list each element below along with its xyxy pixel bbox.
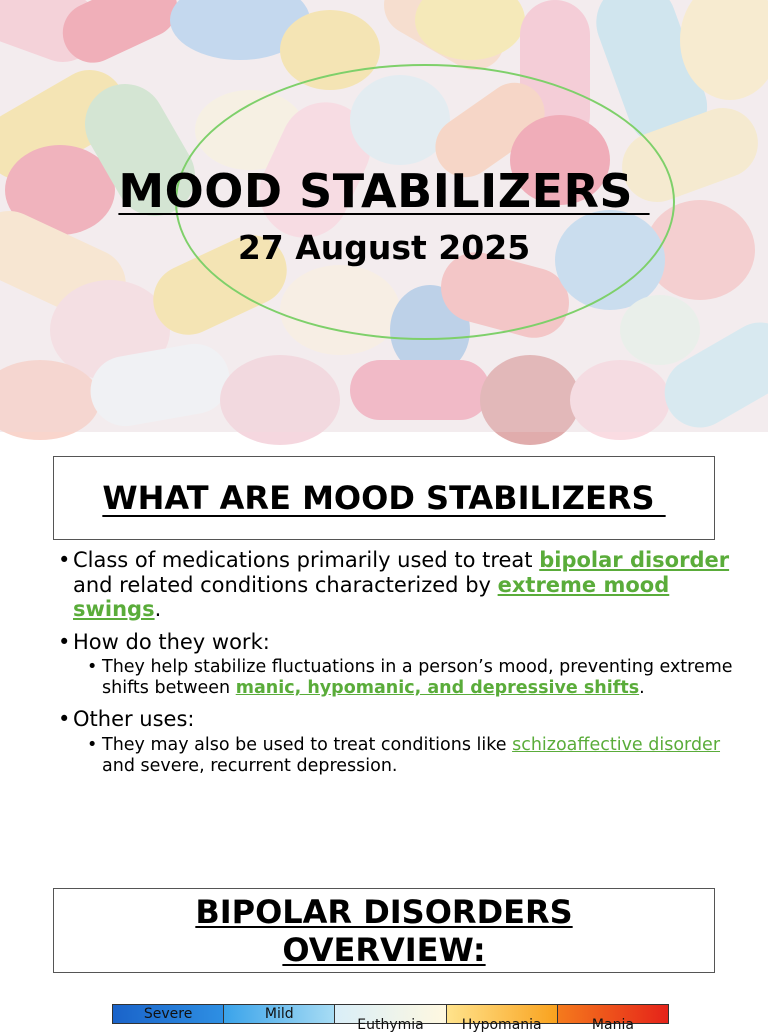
- scale-label: Euthymia: [357, 1017, 424, 1033]
- bullet-dot: •: [87, 734, 98, 755]
- scale-segment-severe: [113, 1005, 224, 1023]
- scale-segment-mania: [558, 1005, 668, 1033]
- what-heading-box: [53, 456, 715, 540]
- scale-label: Mania: [591, 1017, 634, 1033]
- bullet-dot: •: [87, 657, 98, 677]
- bullet-text: and severe, recurrent depression.: [102, 755, 398, 776]
- what-heading: WHAT ARE MOOD STABILIZERS: [102, 479, 666, 517]
- link-schizoaffective-disorder[interactable]: schizoaffective disorder: [512, 734, 721, 755]
- scale-segment-euthymia: [335, 1005, 446, 1033]
- bullet-how-do-they-work: [58, 630, 738, 655]
- scale-segment-hypomania: [447, 1005, 558, 1033]
- bullet-text: They may also be used to treat conditions like: [102, 734, 513, 755]
- sub-bullet-stabilize: [58, 657, 738, 699]
- bullet-other-uses: [58, 707, 738, 732]
- scale-segment-mild: [224, 1005, 335, 1023]
- scale-label: Severe: [143, 1006, 193, 1022]
- bullet-text: Other uses:: [73, 707, 195, 731]
- scale-label: Mild: [264, 1006, 294, 1022]
- mood-spectrum-scale: [112, 1004, 669, 1033]
- bullet-dot: •: [58, 629, 71, 654]
- bullet-text: They help stabilize fluctuations in a person’s mood, preventing extreme shifts between: [102, 657, 733, 698]
- link-manic-hypomanic-depressive[interactable]: manic, hypomanic, and depressive shifts: [235, 678, 640, 698]
- scale-label: Hypomania: [461, 1017, 542, 1033]
- link-extreme-mood-swings[interactable]: extreme mood swings: [73, 572, 670, 621]
- bullet-dot: •: [58, 707, 71, 731]
- bullet-dot: •: [58, 548, 71, 572]
- bullet-text: and related conditions characterized by: [73, 572, 498, 597]
- bullet-text: How do they work:: [73, 629, 270, 654]
- bipolar-heading-box: [53, 888, 715, 973]
- bullet-list: [58, 548, 738, 777]
- sub-bullet-other-conditions: [58, 735, 738, 777]
- presentation-date: 27 August 2025: [237, 228, 531, 267]
- bullet-text: .: [639, 678, 645, 698]
- bullet-text: Class of medications primarily used to treat: [73, 548, 540, 572]
- link-bipolar-disorder[interactable]: bipolar disorder: [539, 548, 730, 572]
- bipolar-heading: BIPOLAR DISORDERS OVERVIEW:: [195, 893, 573, 969]
- title-slide: [0, 0, 768, 432]
- presentation-title: MOOD STABILIZERS: [118, 164, 650, 218]
- bullet-text: .: [154, 597, 162, 621]
- bullet-class-of-medications: [58, 548, 738, 622]
